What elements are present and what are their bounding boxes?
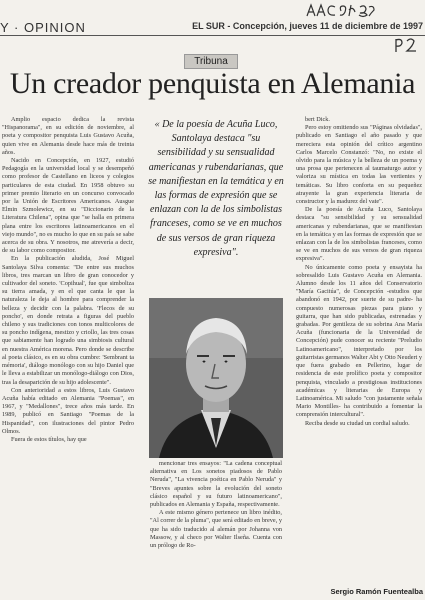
tribuna-label: Tribuna: [184, 54, 238, 69]
paragraph: Amplio espacio dedica la revista "Hispanorama", en su edición de noviembre, al poeta y compositor penquista Luis Gustavo Acuña, quien vive en Alemania desde hace más de treinta años.: [2, 116, 134, 156]
author-portrait-photo: [149, 298, 283, 458]
portrait-illustration: [149, 298, 283, 458]
header-rule: [0, 35, 425, 36]
archive-code-handwriting: [305, 2, 375, 18]
paragraph: Nacido en Concepción, en 1927, estudió Pedagogía en la universidad local y se desempeñó como profesor de Castellano en liceos y colegios particulares de esta ciudad. En 1958 obtuvo su primer premio literario en un concurso convocado por la Unión de Escritores Americanos. Ausgue Elmin Szmolewicz, en su "Diccionario de la Literatura Chilena", opina que "se halla en primera plana entre los escritores latinoamericanos en el viejo mundo", no es mucho lo que en su país se sabe acerca de su obra. Y nosotros, me atrevería a decir, de su labor como compositor.: [2, 157, 134, 255]
paragraph: De la poesía de Acuña Luco, Santolaya destaca "su sensibilidad y su sensualidad americanas y rubendarianas, que se manifiestan en la temática y en las formas de expresión que se enlazan con la de los simbolistas franceses, como se ve en muchos de sus versos de gran riqueza expresiva".: [296, 206, 422, 263]
paragraph: Pero estoy omitiendo sus "Páginas olvidadas", publicado en Santiago el año pasado y que mereciera esta opinión del crítico argentino Carlos Marcelo Constanzó: "No, no existe el olvido para la música y la belleza de un poema y una prosa que pertenecen al taumaturgo autor y valoriza su mística en todas las vertientes y temáticas. Su libro conforta en su pequeñez atrayente la gran experiencia literaria de constructor y la madurez del vate".: [296, 124, 422, 206]
paragraph: No únicamente como poeta y ensayista ha sobresalido Luis Gustavo Acuña en Alemania. Alumno desde los 11 años del Conservatorio "María Gacitúa", de Concepción -estudios que abandonó en 1942, por suerte de su padre- ha compuesto numerosas piezas para piano y guitarra, que han sido publicadas, estrenadas y grabadas. Por gentileza de su sobrina Ana María Acuña (funcionaria de la Universidad de Concepción) pude conocer su reciente "Preludio Latinoamericano", interpretado por los guitarristas germanos Walter Abt y Otto Neudert y que fuera grabado en Pellerino, lugar de residencia de este prolífico poeta y compositor penquista, vinculado a prestigiosas instituciones académicas y literarias de Europa y Latinoamérica. Mi saludo "con justamente señala Mario Montilles- ha contribuido a fomentar la comprensión intercultural".: [296, 263, 422, 419]
masthead-dateline: EL SUR - Concepción, jueves 11 de diciembre de 1997: [192, 21, 423, 31]
article-column-1: [2, 116, 134, 598]
paragraph: En la publicación aludida, José Miguel Santolaya Silva comenta: "De entre sus muchos libros, tres marcan un libro de gran conocedor y cultivador del soneto. 'Copihual', fue que simboliza su tierra amada, y en el que canta le que la naturaleza le deja al hombre para comprender la belleza y decidir con la palabra. 'Flecos de su poncho', en donde retrata a figuras del pueblo chileno y sus tradiciones con tonos multicolores de su poncho indígena, mestizo y criollo, las tres cosas que sabiamente han logrado una simbiosis cultural en nuestra América morena. Pero donde se describe al poeta clásico, es en su obra cumbre: 'Sembrant ta mémoria', diálogo monólogo con su hijo Daniel que le lleva a estabilizar un monólogo-diálogo con Dios, tras la desaparición de su hijo adolescente".: [2, 255, 134, 386]
page-header: [0, 19, 425, 37]
page-mark-handwriting: [393, 35, 419, 53]
pull-quote: « De la poesía de Acuña Luco, Santolaya destaca "su sensibilidad y su sensualidad americanas y rubendarianas, que se manifiestan en la temática y en las formas de expresión que se enlazan con la de los simbolistas franceses, como se ve en muchos de sus versos de gran riqueza expresiva".: [148, 119, 284, 258]
article-column-2: [150, 460, 282, 584]
paragraph: Fuera de estos títulos, hay que: [11, 435, 87, 443]
paragraph: bert Dick.: [305, 116, 330, 123]
paragraph: mencionar tres ensayos: "La cadena conceptual alternativa en Los sonetos piadosos de Pablo Neruda", "La vivencia poética en Pablo Neruda" y "Breves apuntes sobre la evolución del soneto clásico español y su futuro latinoamericano", publicados en Alemania y España, respectivamente.: [150, 460, 282, 509]
headline: Un creador penquista en Alemania: [9, 67, 416, 100]
article-column-3: [296, 116, 422, 596]
paragraph: Reciba desde su ciudad un cordial saludo.: [305, 419, 410, 427]
paragraph: Con anterioridad a estos libros, Luis Gustavo Acuña había editado en Alemania "Poemas", en 1967, y "Medallones", trece años más tarde. En 1989, publicó en Santiago "Poemas de la Hispanidad", con ilustraciones del pintor Pedro Olmos.: [2, 386, 134, 435]
paragraph: A este mismo género pertenece un libro inédito, "Al correr de la pluma", que será editado en breve, y que ha sido traducido al alemán por Johanna von Massow, y al checo por Walter Ilseña. Cuenta con un prólogo de Ro-: [150, 509, 282, 550]
section-label: Y · OPINION: [0, 20, 86, 35]
author-byline: Sergio Ramón Fuentealba: [330, 587, 423, 596]
